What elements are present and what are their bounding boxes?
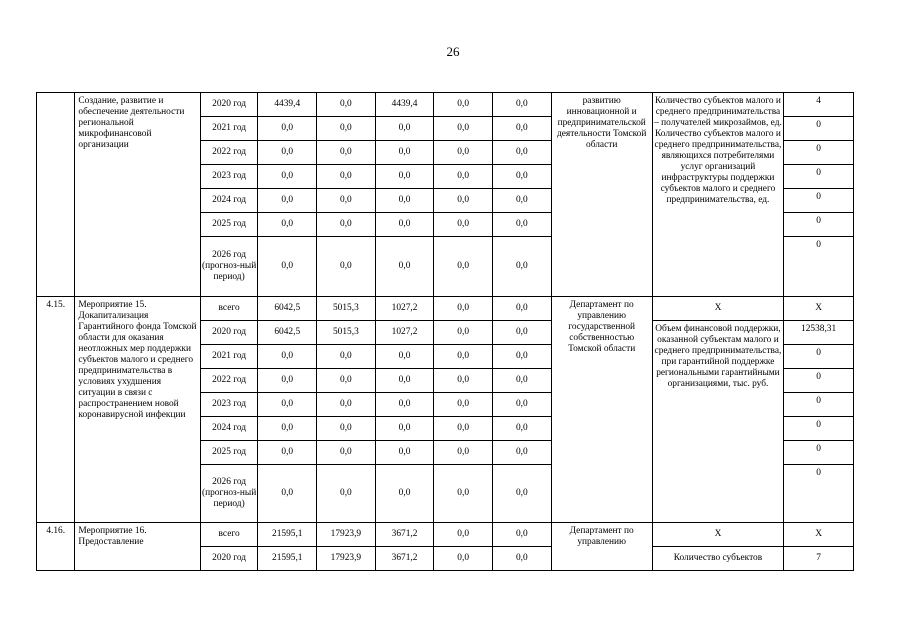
period-cell: 2022 год	[200, 141, 258, 165]
value-cell: 0,0	[317, 165, 376, 189]
value-cell: 0,0	[317, 465, 376, 523]
period-cell: 2024 год	[200, 417, 258, 441]
value-cell: 0,0	[258, 165, 317, 189]
value-cell: 0,0	[434, 189, 493, 213]
value-cell: 17923,9	[317, 547, 376, 571]
value-cell: 0,0	[375, 369, 434, 393]
value-cell: 0,0	[492, 141, 551, 165]
value-cell: 0,0	[258, 117, 317, 141]
period-cell: 2020 год	[200, 547, 258, 571]
indicator-cell: Х	[652, 297, 783, 321]
value-cell: 0,0	[492, 417, 551, 441]
value-cell: 0,0	[375, 213, 434, 237]
value-cell: 0,0	[492, 393, 551, 417]
value-cell: 0,0	[375, 189, 434, 213]
value-cell: 0,0	[434, 117, 493, 141]
executor-cell: Департамент по управлению	[551, 523, 652, 571]
row-number-cell: 4.15.	[37, 297, 75, 523]
value-cell: 5015,3	[317, 297, 376, 321]
value-cell: 0,0	[492, 237, 551, 297]
value-cell: 0,0	[434, 297, 493, 321]
value-cell: 0,0	[317, 141, 376, 165]
target-value-cell: 0	[784, 369, 854, 393]
period-cell: 2025 год	[200, 441, 258, 465]
value-cell: 0,0	[258, 141, 317, 165]
target-value-cell: Х	[784, 297, 854, 321]
value-cell: 0,0	[434, 465, 493, 523]
value-cell: 0,0	[258, 417, 317, 441]
value-cell: 0,0	[317, 237, 376, 297]
value-cell: 0,0	[375, 141, 434, 165]
period-cell: 2024 год	[200, 189, 258, 213]
target-value-cell: 4	[784, 93, 854, 117]
value-cell: 0,0	[434, 165, 493, 189]
period-cell: 2021 год	[200, 345, 258, 369]
target-value-cell: 0	[784, 117, 854, 141]
value-cell: 0,0	[434, 213, 493, 237]
value-cell: 0,0	[492, 369, 551, 393]
value-cell: 0,0	[375, 441, 434, 465]
value-cell: 0,0	[492, 441, 551, 465]
row-number-cell: 4.16.	[37, 523, 75, 571]
value-cell: 0,0	[258, 189, 317, 213]
value-cell: 1027,2	[375, 321, 434, 345]
target-value-cell: 0	[784, 345, 854, 369]
value-cell: 0,0	[434, 141, 493, 165]
value-cell: 0,0	[317, 189, 376, 213]
target-value-cell: 0	[784, 165, 854, 189]
value-cell: 1027,2	[375, 297, 434, 321]
target-value-cell: 0	[784, 189, 854, 213]
value-cell: 0,0	[258, 465, 317, 523]
period-cell: 2021 год	[200, 117, 258, 141]
value-cell: 0,0	[492, 117, 551, 141]
value-cell: 21595,1	[258, 547, 317, 571]
value-cell: 0,0	[258, 345, 317, 369]
value-cell: 0,0	[317, 393, 376, 417]
target-value-cell: 0	[784, 465, 854, 523]
target-value-cell: 0	[784, 393, 854, 417]
value-cell: 0,0	[375, 465, 434, 523]
value-cell: 0,0	[492, 547, 551, 571]
row-number-cell	[37, 93, 75, 297]
value-cell: 0,0	[434, 345, 493, 369]
value-cell: 0,0	[434, 523, 493, 547]
value-cell: 0,0	[258, 393, 317, 417]
value-cell: 0,0	[375, 117, 434, 141]
value-cell: 6042,5	[258, 321, 317, 345]
value-cell: 0,0	[434, 237, 493, 297]
period-cell: 2026 год (прогноз-ный период)	[200, 465, 258, 523]
period-cell: 2026 год (прогноз-ный период)	[200, 237, 258, 297]
target-value-cell: 0	[784, 417, 854, 441]
period-cell: 2020 год	[200, 321, 258, 345]
value-cell: 0,0	[434, 369, 493, 393]
value-cell: 0,0	[492, 523, 551, 547]
indicator-cell: Х	[652, 523, 783, 547]
executor-cell: Департамент по управлению государственной собственностью Томской области	[551, 297, 652, 523]
value-cell: 0,0	[492, 93, 551, 117]
activity-name: Мероприятие 16. Предоставление	[75, 523, 200, 571]
target-value-cell: 12538,31	[784, 321, 854, 345]
value-cell: 0,0	[317, 345, 376, 369]
value-cell: 0,0	[434, 93, 493, 117]
value-cell: 0,0	[492, 297, 551, 321]
target-value-cell: 0	[784, 141, 854, 165]
period-cell: 2022 год	[200, 369, 258, 393]
value-cell: 0,0	[317, 369, 376, 393]
value-cell: 0,0	[375, 393, 434, 417]
value-cell: 0,0	[317, 417, 376, 441]
value-cell: 0,0	[434, 321, 493, 345]
value-cell: 4439,4	[375, 93, 434, 117]
value-cell: 6042,5	[258, 297, 317, 321]
value-cell: 0,0	[258, 237, 317, 297]
value-cell: 0,0	[317, 213, 376, 237]
value-cell: 5015,3	[317, 321, 376, 345]
target-value-cell: 0	[784, 441, 854, 465]
value-cell: 17923,9	[317, 523, 376, 547]
value-cell: 0,0	[434, 547, 493, 571]
target-value-cell: 7	[784, 547, 854, 571]
value-cell: 0,0	[434, 393, 493, 417]
value-cell: 0,0	[492, 465, 551, 523]
target-value-cell: Х	[784, 523, 854, 547]
period-cell: всего	[200, 297, 258, 321]
value-cell: 0,0	[492, 165, 551, 189]
value-cell: 4439,4	[258, 93, 317, 117]
value-cell: 0,0	[375, 345, 434, 369]
value-cell: 0,0	[492, 189, 551, 213]
value-cell: 0,0	[375, 237, 434, 297]
value-cell: 0,0	[492, 213, 551, 237]
value-cell: 0,0	[375, 417, 434, 441]
period-cell: 2020 год	[200, 93, 258, 117]
indicator-cell: Количество субъектов малого и среднего предпринимательства – получателей микрозаймов, ед. Количество субъектов малого и среднего предпринимательства, являющихся потребителями услуг организаций инфраструктуры поддержки субъектов малого и среднего предпринимательства, ед.	[652, 93, 783, 297]
value-cell: 0,0	[258, 369, 317, 393]
value-cell: 0,0	[258, 213, 317, 237]
value-cell: 0,0	[258, 441, 317, 465]
value-cell: 0,0	[317, 441, 376, 465]
value-cell: 0,0	[492, 321, 551, 345]
target-value-cell: 0	[784, 237, 854, 297]
value-cell: 21595,1	[258, 523, 317, 547]
value-cell: 0,0	[317, 117, 376, 141]
indicator-cell: Количество субъектов	[652, 547, 783, 571]
value-cell: 0,0	[375, 165, 434, 189]
value-cell: 3671,2	[375, 523, 434, 547]
program-activities-table	[36, 92, 854, 571]
indicator-cell: Объем финансовой поддержки, оказанной субъектам малого и среднего предпринимательства, при гарантийной поддержке региональными гарантийными организациями, тыс. руб.	[652, 321, 783, 523]
period-cell: всего	[200, 523, 258, 547]
period-cell: 2023 год	[200, 165, 258, 189]
activity-name: Мероприятие 15. Докапитализация Гарантийного фонда Томской области для оказания неотложных мер поддержки субъектов малого и среднего предпринимательства в условиях ухудшения ситуации в связи с распространением новой коронавирусной инфекции	[75, 297, 200, 523]
value-cell: 0,0	[434, 441, 493, 465]
executor-cell: развитию инновационной и предпринимательской деятельности Томской области	[551, 93, 652, 297]
target-value-cell: 0	[784, 213, 854, 237]
activity-name: Создание, развитие и обеспечение деятельности региональной микрофинансовой организации	[75, 93, 200, 297]
value-cell: 0,0	[434, 417, 493, 441]
value-cell: 3671,2	[375, 547, 434, 571]
value-cell: 0,0	[492, 345, 551, 369]
page-number: 26	[446, 44, 460, 59]
table-body	[37, 93, 854, 571]
period-cell: 2025 год	[200, 213, 258, 237]
period-cell: 2023 год	[200, 393, 258, 417]
value-cell: 0,0	[317, 93, 376, 117]
